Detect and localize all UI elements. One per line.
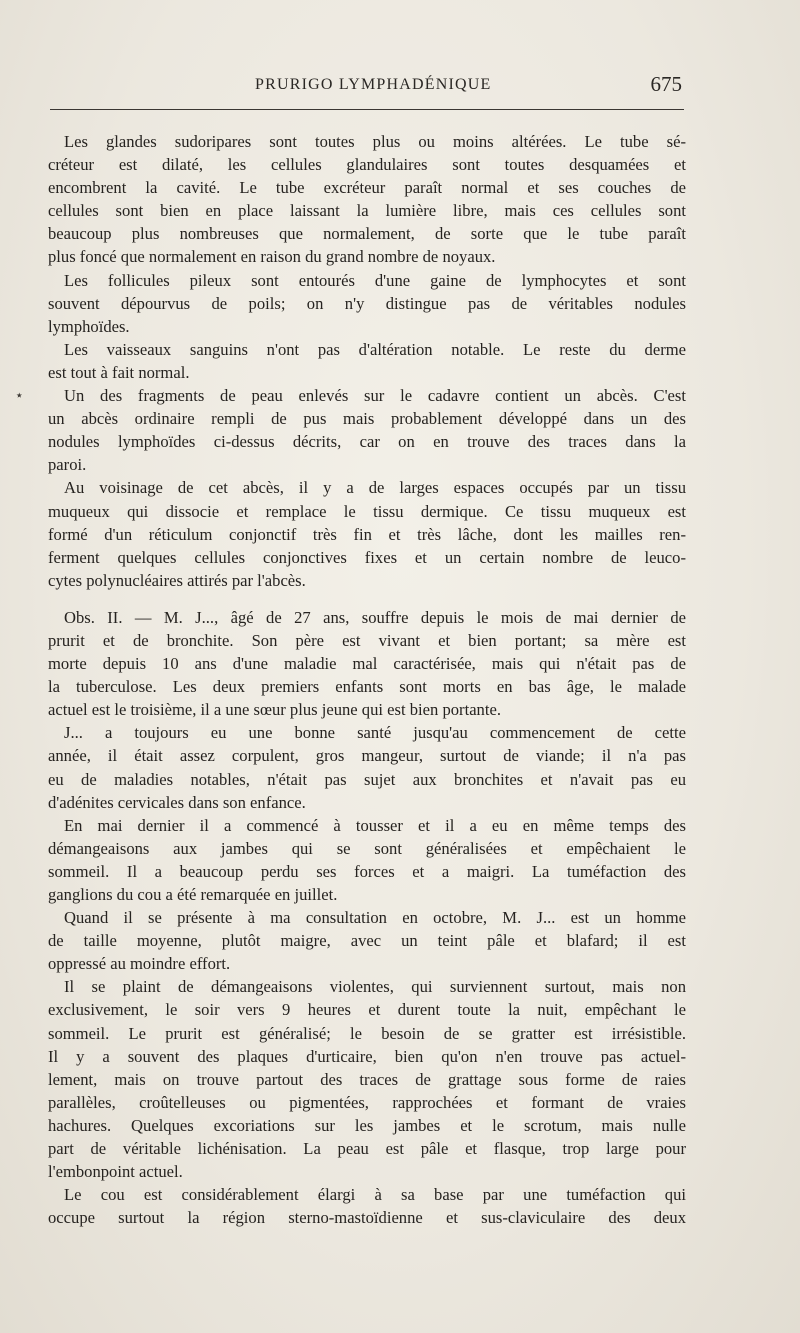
paragraph-consultation [48,906,686,975]
text-line: En mai dernier il a commencé à tousser et il a eu en même temps des [64,815,686,835]
header-rule [50,109,684,110]
text-line: ferment quelques cellules conjonctives fixes et un certain nombre de leuco- [48,547,686,567]
text-line: formé d'un réticulum conjonctif très fin et très lâche, dont les mailles ren- [48,524,686,544]
text-line: Quand il se présente à ma consultation en octobre, M. J... est un homme [64,908,686,928]
text-line: la tuberculose. Les deux premiers enfants sont morts en bas âge, le malade [48,677,686,697]
text-line: hachures. Quelques excoriations sur les jambes et le scrotum, mais nulle [48,1115,686,1135]
text-line: Obs. II. — M. J..., âgé de 27 ans, souffre depuis le mois de mai dernier de [64,607,686,627]
text-line: paroi. [48,455,87,475]
text-line: cytes polynucléaires attirés par l'abcès. [48,570,306,590]
paragraph-blood-vessels [48,338,686,384]
text-line: lement, mais on trouve partout des traces de grattage sous forme de raies [48,1069,686,1089]
body-text [48,130,686,1229]
paragraph-neck [48,1183,686,1229]
text-line: eu de maladies notables, n'était pas sujet aux bronchites et n'avait pas eu [48,769,686,789]
text-line: J... a toujours eu une bonne santé jusqu'au commencement de cette [64,723,686,743]
text-line: Les vaisseaux sanguins n'ont pas d'altération notable. Le reste du derme [64,339,686,359]
text-line: un abcès ordinaire rempli de pus mais probablement développé dans un des [48,409,686,429]
text-line: occupe surtout la région sterno-mastoïdienne et sus-claviculaire des deux [48,1208,686,1228]
running-title: PRURIGO LYMPHADÉNIQUE [255,76,492,93]
text-line: sommeil. Il a beaucoup perdu ses forces et a maigri. La tuméfaction des [48,861,686,881]
text-line: oppressé au moindre effort. [48,954,231,974]
paragraph-hair-follicles [48,269,686,338]
text-line: parallèles, croûtelleuses ou pigmentées, rapprochées et formant de vraies [48,1092,686,1112]
text-line: Il y a souvent des plaques d'urticaire, bien qu'on n'en trouve pas actuel- [48,1046,686,1066]
text-line: l'embonpoint actuel. [48,1162,183,1182]
text-line: exclusivement, le soir vers 9 heures et durent toute la nuit, empêchant le [48,1000,686,1020]
text-line: Les glandes sudoripares sont toutes plus ou moins altérées. Le tube sé- [64,132,686,151]
text-line: d'adénites cervicales dans son enfance. [48,792,306,812]
text-line: ganglions du cou a été remarquée en juillet. [48,885,338,904]
text-line: année, il était assez corpulent, gros mangeur, surtout de viande; il n'a pas [48,746,686,766]
text-line: lymphoïdes. [48,316,130,336]
text-line: cellules sont bien en place laissant la lumière libre, mais ces cellules sont [48,201,686,221]
paragraph-mucous-tissue [48,476,686,591]
text-line: Il se plaint de démangeaisons violentes, qui surviennent surtout, mais non [64,977,686,997]
section-gap [48,592,686,606]
page-header [50,72,684,100]
text-line: démangeaisons aux jambes qui se sont généralisées et empêchaient le [48,838,686,858]
text-line: Les follicules pileux sont entourés d'une gaine de lymphocytes et sont [64,270,686,290]
text-line: est tout à fait normal. [48,362,190,382]
text-line: nodules lymphoïdes ci-dessus décrits, car on en trouve des traces dans la [48,432,686,452]
paragraph-itching [48,975,686,1183]
paragraph-health-history [48,721,686,813]
text-line: Au voisinage de cet abcès, il y a de larges espaces occupés par un tissu [64,478,686,498]
text-line: encombrent la cavité. Le tube excréteur paraît normal et ses couches de [48,178,686,198]
text-line: muqueux qui dissocie et remplace le tissu dermique. Ce tissu muqueux est [48,501,686,521]
text-line: part de véritable lichénisation. La peau est pâle et flasque, trop large pour [48,1139,686,1159]
paragraph-abscess [48,384,686,476]
paragraph-onset [48,814,686,906]
text-line: Un des fragments de peau enlevés sur le cadavre contient un abcès. C'est [64,386,686,406]
margin-mark: ٭ [16,388,23,402]
text-line: Le cou est considérablement élargi à sa base par une tuméfaction qui [64,1185,686,1205]
text-line: sommeil. Le prurit est généralisé; le besoin de se gratter est irrésistible. [48,1023,686,1043]
text-line: souvent dépourvus de poils; on n'y distingue pas de véritables nodules [48,293,686,313]
text-line: prurit et de bronchite. Son père est vivant et bien portant; sa mère est [48,630,686,650]
text-line: beaucoup plus nombreuses que normalement, de sorte que le tube paraît [48,224,686,244]
paragraph-sweat-glands [48,130,686,269]
text-line: morte depuis 10 ans d'une maladie mal caractérisée, mais qui n'était pas de [48,654,686,674]
text-line: créteur est dilaté, les cellules glandulaires sont toutes desquamées et [48,155,686,175]
text-line: de taille moyenne, plutôt maigre, avec un teint pâle et blafard; il est [48,931,686,951]
page-number: 675 [650,72,682,96]
text-line: actuel est le troisième, il a une sœur plus jeune qui est bien portante. [48,700,501,720]
paragraph-observation-ii [48,606,686,721]
text-line: plus foncé que normalement en raison du grand nombre de noyaux. [48,247,496,267]
